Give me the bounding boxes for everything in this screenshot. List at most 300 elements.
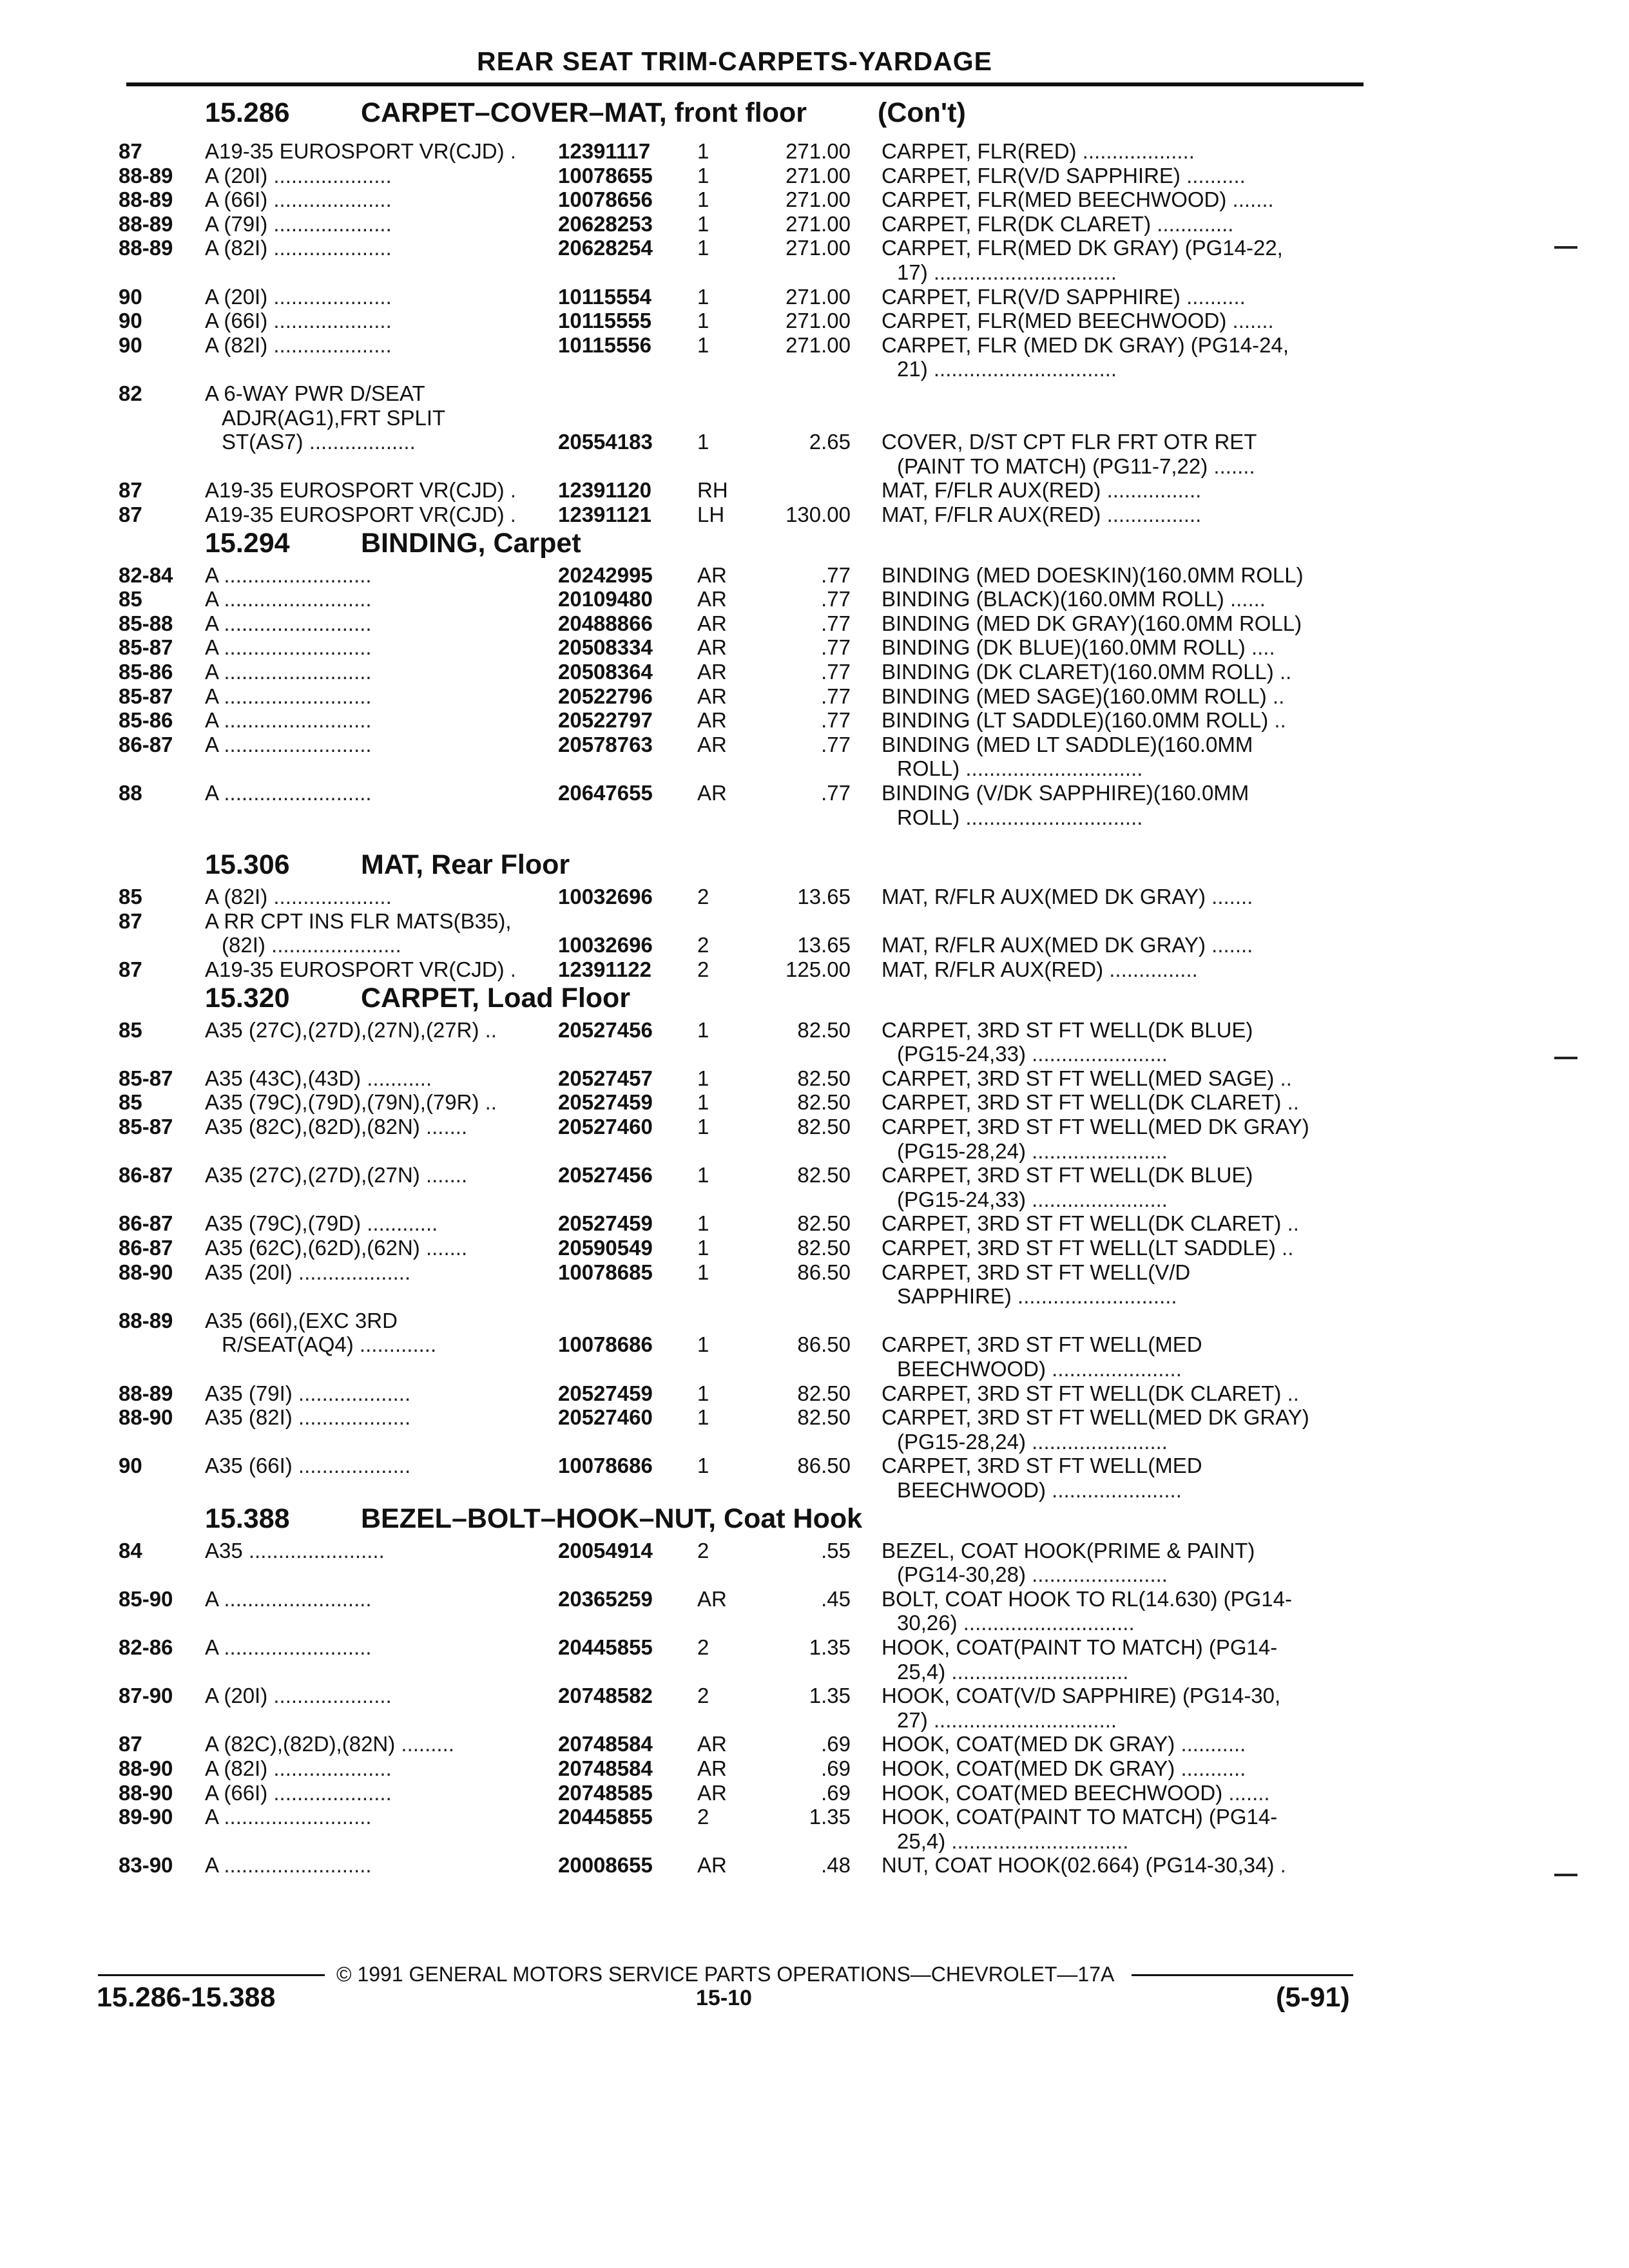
- price: .77: [821, 708, 851, 733]
- section-title: CARPET–COVER–MAT, front floor: [361, 97, 807, 128]
- part-name: [882, 212, 1233, 236]
- part-name-text: CARPET, 3RD ST FT WELL(MED SAGE): [882, 1066, 1275, 1090]
- part-number: 20527460: [558, 1405, 653, 1430]
- part-number: 20508334: [558, 635, 653, 660]
- part-name: [897, 1829, 1128, 1854]
- model-years: 88-90: [119, 1780, 173, 1805]
- part-name: [897, 756, 1142, 781]
- dot-leader: ...............................: [927, 357, 1117, 381]
- usage-text: A35 (43C),(43D): [205, 1066, 361, 1090]
- usage-text: A: [205, 1805, 218, 1829]
- quantity: 1: [697, 309, 709, 333]
- part-name: [882, 1090, 1299, 1115]
- dot-leader: .......: [1222, 1780, 1270, 1805]
- part-name-text: CARPET, FLR(MED BEECHWOOD): [882, 309, 1227, 333]
- usage-text: A (82I): [205, 885, 268, 909]
- model-years: 85-86: [119, 708, 173, 733]
- section-number: 15.320: [205, 982, 290, 1014]
- part-name-text: CARPET, 3RD ST FT WELL(V/D: [882, 1260, 1191, 1284]
- quantity: 2: [697, 957, 709, 981]
- dot-leader: .........................: [218, 684, 372, 708]
- usage-description: [205, 660, 372, 684]
- usage-text: A (82C),(82D),(82N): [205, 1732, 396, 1756]
- dot-leader: ...................: [292, 1454, 411, 1478]
- usage-description: [205, 285, 392, 309]
- part-name-text: (PG15-24,33): [897, 1187, 1026, 1211]
- usage-description: [222, 1332, 436, 1357]
- usage-description: [222, 406, 445, 430]
- usage-text: A: [205, 611, 218, 635]
- dot-leader: .........................: [218, 660, 372, 684]
- usage-text: A (20I): [205, 1684, 268, 1708]
- part-name-text: ROLL): [897, 805, 960, 829]
- usage-text: A35 (66I): [205, 1454, 293, 1478]
- price: .48: [821, 1853, 851, 1878]
- price: 271.00: [786, 236, 851, 260]
- part-name: [897, 1187, 1168, 1212]
- usage-text: A19-35 EUROSPORT VR(CJD): [205, 139, 505, 163]
- quantity: 1: [697, 1090, 709, 1115]
- dot-leader: ..........: [1180, 284, 1246, 309]
- usage-text: (82I): [222, 933, 265, 957]
- usage-description: [205, 1756, 392, 1781]
- model-years: 85-87: [119, 1115, 173, 1139]
- quantity: 1: [697, 236, 709, 260]
- model-years: 88-89: [119, 236, 173, 260]
- part-number: 10078656: [558, 187, 653, 212]
- usage-description: [205, 1454, 410, 1478]
- dot-leader: .............: [353, 1332, 437, 1357]
- part-name: [882, 285, 1246, 309]
- quantity: 1: [697, 1236, 709, 1260]
- usage-text: A RR CPT INS FLR MATS(B35),: [205, 908, 512, 933]
- model-years: 88-90: [119, 1756, 173, 1780]
- section-title: CARPET, Load Floor: [361, 982, 631, 1014]
- part-name-text: (PAINT TO MATCH) (PG11-7,22): [897, 454, 1208, 478]
- usage-description: [205, 1163, 467, 1187]
- footer-page-number: 15-10: [696, 1986, 752, 2010]
- dot-leader: ....................: [267, 211, 392, 236]
- part-name: [897, 1430, 1168, 1454]
- part-name-text: CARPET, FLR(V/D SAPPHIRE): [882, 284, 1181, 309]
- usage-text: ADJR(AG1),FRT SPLIT: [222, 405, 446, 430]
- part-name: [882, 611, 1302, 636]
- part-name: [882, 139, 1195, 164]
- part-name: [882, 1756, 1246, 1781]
- price: 13.65: [797, 933, 851, 957]
- dot-leader: .......................: [242, 1538, 385, 1562]
- dot-leader: .......: [1226, 309, 1274, 333]
- part-name-text: HOOK, COAT(MED DK GRAY): [882, 1756, 1175, 1780]
- part-name-text: CARPET, 3RD ST FT WELL(MED: [882, 1332, 1202, 1357]
- model-years: 85: [119, 885, 142, 909]
- model-years: 87: [119, 1732, 142, 1756]
- model-years: 85-87: [119, 684, 173, 708]
- part-number: 20445855: [558, 1635, 653, 1659]
- section-title: MAT, Rear Floor: [361, 849, 570, 881]
- model-years: 86-87: [119, 1163, 173, 1187]
- dot-leader: .......: [419, 1236, 468, 1260]
- dot-leader: ..: [1273, 660, 1292, 684]
- dot-leader: ...........: [1175, 1756, 1246, 1780]
- usage-description: [205, 236, 392, 260]
- dot-leader: .......: [1206, 933, 1253, 957]
- part-number: 20445855: [558, 1805, 653, 1829]
- part-name: [882, 733, 1253, 757]
- usage-description: [205, 1260, 410, 1285]
- part-name-text: CARPET, 3RD ST FT WELL(LT SADDLE): [882, 1236, 1276, 1260]
- usage-text: R/SEAT(AQ4): [222, 1332, 354, 1357]
- usage-text: A: [205, 708, 218, 733]
- dot-leader: ................: [1101, 503, 1202, 526]
- part-number: 10032696: [558, 933, 653, 957]
- part-name: [882, 164, 1246, 188]
- usage-description: [205, 1635, 372, 1660]
- quantity: 1: [697, 1332, 709, 1357]
- usage-text: A35 (82C),(82D),(82N): [205, 1115, 420, 1139]
- model-years: 88-89: [119, 163, 173, 187]
- part-name-text: CARPET, FLR(V/D SAPPHIRE): [882, 163, 1181, 187]
- dot-leader: .........................: [218, 1805, 372, 1829]
- price: 82.50: [797, 1115, 851, 1139]
- part-name: [882, 333, 1289, 358]
- part-name-text: CARPET, FLR(MED DK GRAY) (PG14-22,: [882, 236, 1283, 260]
- price: 125.00: [786, 957, 851, 981]
- page-title: REAR SEAT TRIM-CARPETS-YARDAGE: [477, 46, 992, 76]
- part-name-text: 17): [897, 260, 928, 284]
- dot-leader: .............................: [957, 1611, 1135, 1635]
- price: 86.50: [797, 1454, 851, 1478]
- model-years: 89-90: [119, 1805, 173, 1829]
- price: .77: [821, 562, 851, 587]
- part-number: 20748582: [558, 1684, 653, 1708]
- price: .69: [821, 1780, 851, 1805]
- part-name: [882, 1853, 1286, 1878]
- part-name-text: BINDING (MED SAGE)(160.0MM ROLL): [882, 684, 1267, 708]
- quantity: 1: [697, 1017, 709, 1042]
- model-years: 82-86: [119, 1635, 173, 1659]
- price: 271.00: [786, 139, 851, 163]
- part-name: [882, 1587, 1292, 1611]
- section-number: 15.286: [205, 97, 290, 128]
- footer-rule-left: [98, 1974, 325, 1976]
- usage-description: [205, 309, 392, 333]
- price: .55: [821, 1538, 851, 1562]
- dot-leader: ..............................: [945, 1829, 1129, 1853]
- usage-description: [205, 1587, 372, 1611]
- part-name-text: BINDING (MED LT SADDLE)(160.0MM: [882, 732, 1253, 756]
- part-number: 12391120: [558, 478, 652, 503]
- price: .77: [821, 587, 851, 611]
- dot-leader: ...............................: [927, 1707, 1117, 1732]
- part-name-text: (PG15-24,33): [897, 1042, 1026, 1066]
- part-number: 10115554: [558, 284, 652, 309]
- usage-text: A: [205, 781, 218, 805]
- part-name-text: HOOK, COAT(MED BEECHWOOD): [882, 1780, 1223, 1805]
- part-number: 20242995: [558, 562, 653, 587]
- dot-leader: ......................: [265, 933, 401, 957]
- part-number: 20628254: [558, 236, 653, 260]
- price: .77: [821, 684, 851, 708]
- model-years: 87-90: [119, 1684, 173, 1708]
- dot-leader: ...................: [292, 1381, 411, 1405]
- usage-description: [205, 781, 372, 805]
- price: 82.50: [797, 1211, 851, 1236]
- part-name-text: SAPPHIRE): [897, 1284, 1012, 1309]
- quantity: 2: [697, 1684, 709, 1708]
- dot-leader: ..: [1281, 1090, 1299, 1115]
- part-name-text: HOOK, COAT(PAINT TO MATCH) (PG14-: [882, 1805, 1278, 1829]
- usage-text: A (82I): [205, 332, 268, 357]
- dot-leader: ..: [479, 1017, 497, 1042]
- dot-leader: .: [504, 503, 516, 526]
- dot-leader: ..: [1281, 1381, 1299, 1405]
- quantity: 1: [697, 187, 709, 212]
- price: .69: [821, 1756, 851, 1780]
- part-name-text: MAT, F/FLR AUX(RED): [882, 503, 1101, 526]
- part-name: [882, 503, 1201, 527]
- section-title: BEZEL–BOLT–HOOK–NUT, Coat Hook: [361, 1503, 863, 1534]
- dot-leader: .......................: [1025, 1042, 1168, 1066]
- part-name: [897, 357, 1117, 381]
- part-number: 20527456: [558, 1163, 653, 1187]
- part-name: [882, 563, 1304, 588]
- usage-description: [205, 635, 372, 660]
- part-name: [882, 1066, 1292, 1091]
- footer-section-range: 15.286-15.388: [97, 1982, 276, 2013]
- price: 271.00: [786, 332, 851, 357]
- quantity: AR: [697, 611, 727, 635]
- price: .45: [821, 1586, 851, 1611]
- usage-description: [205, 611, 372, 636]
- model-years: 85-90: [119, 1586, 173, 1611]
- usage-description: [205, 139, 516, 164]
- price: 1.35: [809, 1684, 851, 1708]
- part-name-text: MAT, R/FLR AUX(RED): [882, 957, 1104, 981]
- quantity: AR: [697, 781, 727, 805]
- dot-leader: ....................: [267, 163, 392, 187]
- part-name: [897, 805, 1142, 830]
- usage-text: A (66I): [205, 309, 268, 333]
- model-years: 85: [119, 587, 142, 611]
- usage-description: [205, 733, 372, 757]
- usage-description: [205, 1732, 454, 1756]
- dot-leader: .........................: [218, 635, 372, 660]
- header-rule: [126, 82, 1364, 86]
- price: 82.50: [797, 1163, 851, 1187]
- usage-description: [205, 1853, 372, 1878]
- part-number: 20748584: [558, 1732, 653, 1756]
- dot-leader: .......................: [1025, 1562, 1168, 1587]
- quantity: 1: [697, 1405, 709, 1430]
- dot-leader: .: [504, 478, 516, 503]
- model-years: 87: [119, 503, 142, 526]
- usage-description: [205, 1805, 372, 1829]
- usage-description: [205, 1115, 467, 1139]
- price: 1.35: [809, 1805, 851, 1829]
- quantity: AR: [697, 708, 727, 733]
- dot-leader: ....................: [267, 309, 392, 333]
- model-years: 90: [119, 284, 142, 309]
- quantity: 1: [697, 430, 709, 454]
- part-name: [882, 430, 1257, 454]
- quantity: 1: [697, 1066, 709, 1090]
- quantity: 1: [697, 1381, 709, 1405]
- part-name: [882, 236, 1283, 260]
- usage-description: [205, 957, 516, 982]
- model-years: 86-87: [119, 1236, 173, 1260]
- quantity: AR: [697, 684, 727, 708]
- part-number: 20488866: [558, 611, 653, 635]
- part-name-text: (PG14-30,28): [897, 1562, 1026, 1587]
- price: 82.50: [797, 1066, 851, 1090]
- part-name: [882, 708, 1286, 733]
- price: 1.35: [809, 1635, 851, 1659]
- quantity: 1: [697, 139, 709, 163]
- price: 86.50: [797, 1260, 851, 1284]
- quantity: 2: [697, 1805, 709, 1829]
- model-years: 87: [119, 957, 142, 981]
- price: 82.50: [797, 1017, 851, 1042]
- part-name-text: 21): [897, 357, 928, 381]
- price: 2.65: [809, 430, 851, 454]
- dot-leader: ...................: [1076, 139, 1195, 163]
- part-number: 10078686: [558, 1454, 653, 1478]
- quantity: 1: [697, 284, 709, 309]
- part-name: [882, 1539, 1255, 1563]
- usage-text: A 6-WAY PWR D/SEAT: [205, 381, 425, 405]
- model-years: 82: [119, 381, 142, 405]
- part-number: 10078655: [558, 163, 653, 187]
- part-name-text: CARPET, FLR (MED DK GRAY) (PG14-24,: [882, 332, 1289, 357]
- dot-leader: .............: [1151, 211, 1234, 236]
- part-name: [882, 1635, 1277, 1660]
- part-name-text: BEECHWOOD): [897, 1357, 1046, 1381]
- part-name: [897, 1660, 1128, 1684]
- usage-text: A: [205, 635, 218, 660]
- dot-leader: ..............................: [945, 1659, 1129, 1684]
- dot-leader: .......: [1226, 187, 1274, 212]
- part-number: 20628253: [558, 211, 653, 236]
- part-name-text: COVER, D/ST CPT FLR FRT OTR RET: [882, 430, 1257, 454]
- part-name: [897, 454, 1255, 479]
- usage-description: [205, 381, 425, 406]
- dot-leader: ...........................: [1011, 1284, 1177, 1309]
- part-name-text: BEZEL, COAT HOOK(PRIME & PAINT): [882, 1538, 1255, 1562]
- usage-text: A (66I): [205, 187, 268, 212]
- margin-mark: [1554, 1057, 1577, 1059]
- part-name-text: CARPET, FLR(MED BEECHWOOD): [882, 187, 1227, 212]
- price: 271.00: [786, 187, 851, 212]
- usage-text: A35 (66I),(EXC 3RD: [205, 1308, 398, 1332]
- part-name-text: CARPET, 3RD ST FT WELL(DK CLARET): [882, 1090, 1282, 1115]
- dot-leader: ..: [1274, 1066, 1292, 1090]
- margin-mark: [1554, 246, 1577, 249]
- usage-description: [205, 708, 372, 733]
- price: .69: [821, 1732, 851, 1756]
- usage-text: A: [205, 732, 218, 756]
- part-number: 12391121: [558, 503, 652, 526]
- quantity: 1: [697, 1211, 709, 1236]
- dot-leader: ...............................: [927, 260, 1117, 284]
- price: 271.00: [786, 163, 851, 187]
- part-number: 20508364: [558, 660, 653, 684]
- dot-leader: ....................: [267, 236, 392, 260]
- part-name-text: CARPET, 3RD ST FT WELL(DK CLARET): [882, 1211, 1282, 1236]
- model-years: 88-89: [119, 187, 173, 212]
- part-name: [882, 1018, 1253, 1043]
- quantity: 1: [697, 163, 709, 187]
- usage-text: A: [205, 587, 218, 611]
- dot-leader: ............: [361, 1211, 438, 1236]
- usage-description: [205, 1309, 398, 1333]
- model-years: 88-90: [119, 1405, 173, 1430]
- usage-description: [205, 1405, 410, 1430]
- part-name-text: CARPET, 3RD ST FT WELL(DK BLUE): [882, 1163, 1253, 1187]
- dot-leader: ....................: [267, 885, 392, 909]
- part-number: 20522796: [558, 684, 653, 708]
- quantity: 2: [697, 1538, 709, 1562]
- dot-leader: ..: [1266, 684, 1285, 708]
- usage-description: [205, 1381, 410, 1406]
- model-years: 88-89: [119, 1308, 173, 1332]
- usage-description: [205, 333, 392, 358]
- price: 82.50: [797, 1405, 851, 1430]
- model-years: 85-87: [119, 1066, 173, 1090]
- quantity: 1: [697, 1260, 709, 1284]
- usage-text: A (20I): [205, 163, 268, 187]
- dot-leader: .........................: [218, 1635, 372, 1659]
- dot-leader: ..............................: [959, 756, 1143, 781]
- quantity: AR: [697, 732, 727, 756]
- price: 13.65: [797, 885, 851, 909]
- part-number: 20748585: [558, 1780, 653, 1805]
- part-name-text: MAT, R/FLR AUX(MED DK GRAY): [882, 885, 1206, 909]
- part-name: [897, 1562, 1168, 1587]
- part-name: [897, 1139, 1168, 1164]
- part-number: 10078686: [558, 1332, 653, 1357]
- part-name: [882, 1454, 1202, 1478]
- dot-leader: ................: [1101, 478, 1202, 503]
- part-number: 20578763: [558, 732, 653, 756]
- usage-text: A (79I): [205, 211, 268, 236]
- part-number: 20527457: [558, 1066, 653, 1090]
- dot-leader: .......................: [1025, 1429, 1168, 1454]
- usage-description: [205, 164, 392, 188]
- part-name: [882, 635, 1275, 660]
- price: .77: [821, 732, 851, 756]
- model-years: 88-89: [119, 1381, 173, 1405]
- part-name: [897, 1042, 1168, 1066]
- part-name-text: CARPET, FLR(DK CLARET): [882, 211, 1152, 236]
- part-name-text: 27): [897, 1707, 928, 1732]
- dot-leader: .......: [1208, 454, 1255, 478]
- part-name: [882, 660, 1291, 684]
- usage-description: [205, 1236, 467, 1260]
- usage-description: [205, 587, 372, 611]
- dot-leader: .........: [395, 1732, 454, 1756]
- part-name: [882, 781, 1249, 805]
- quantity: 1: [697, 1163, 709, 1187]
- part-name: [882, 478, 1201, 503]
- price: .77: [821, 660, 851, 684]
- dot-leader: ..: [479, 1090, 497, 1115]
- dot-leader: .........................: [218, 587, 372, 611]
- model-years: 90: [119, 332, 142, 357]
- price: 271.00: [786, 211, 851, 236]
- part-name-text: CARPET, 3RD ST FT WELL(MED: [882, 1454, 1202, 1478]
- part-number: 20109480: [558, 587, 653, 611]
